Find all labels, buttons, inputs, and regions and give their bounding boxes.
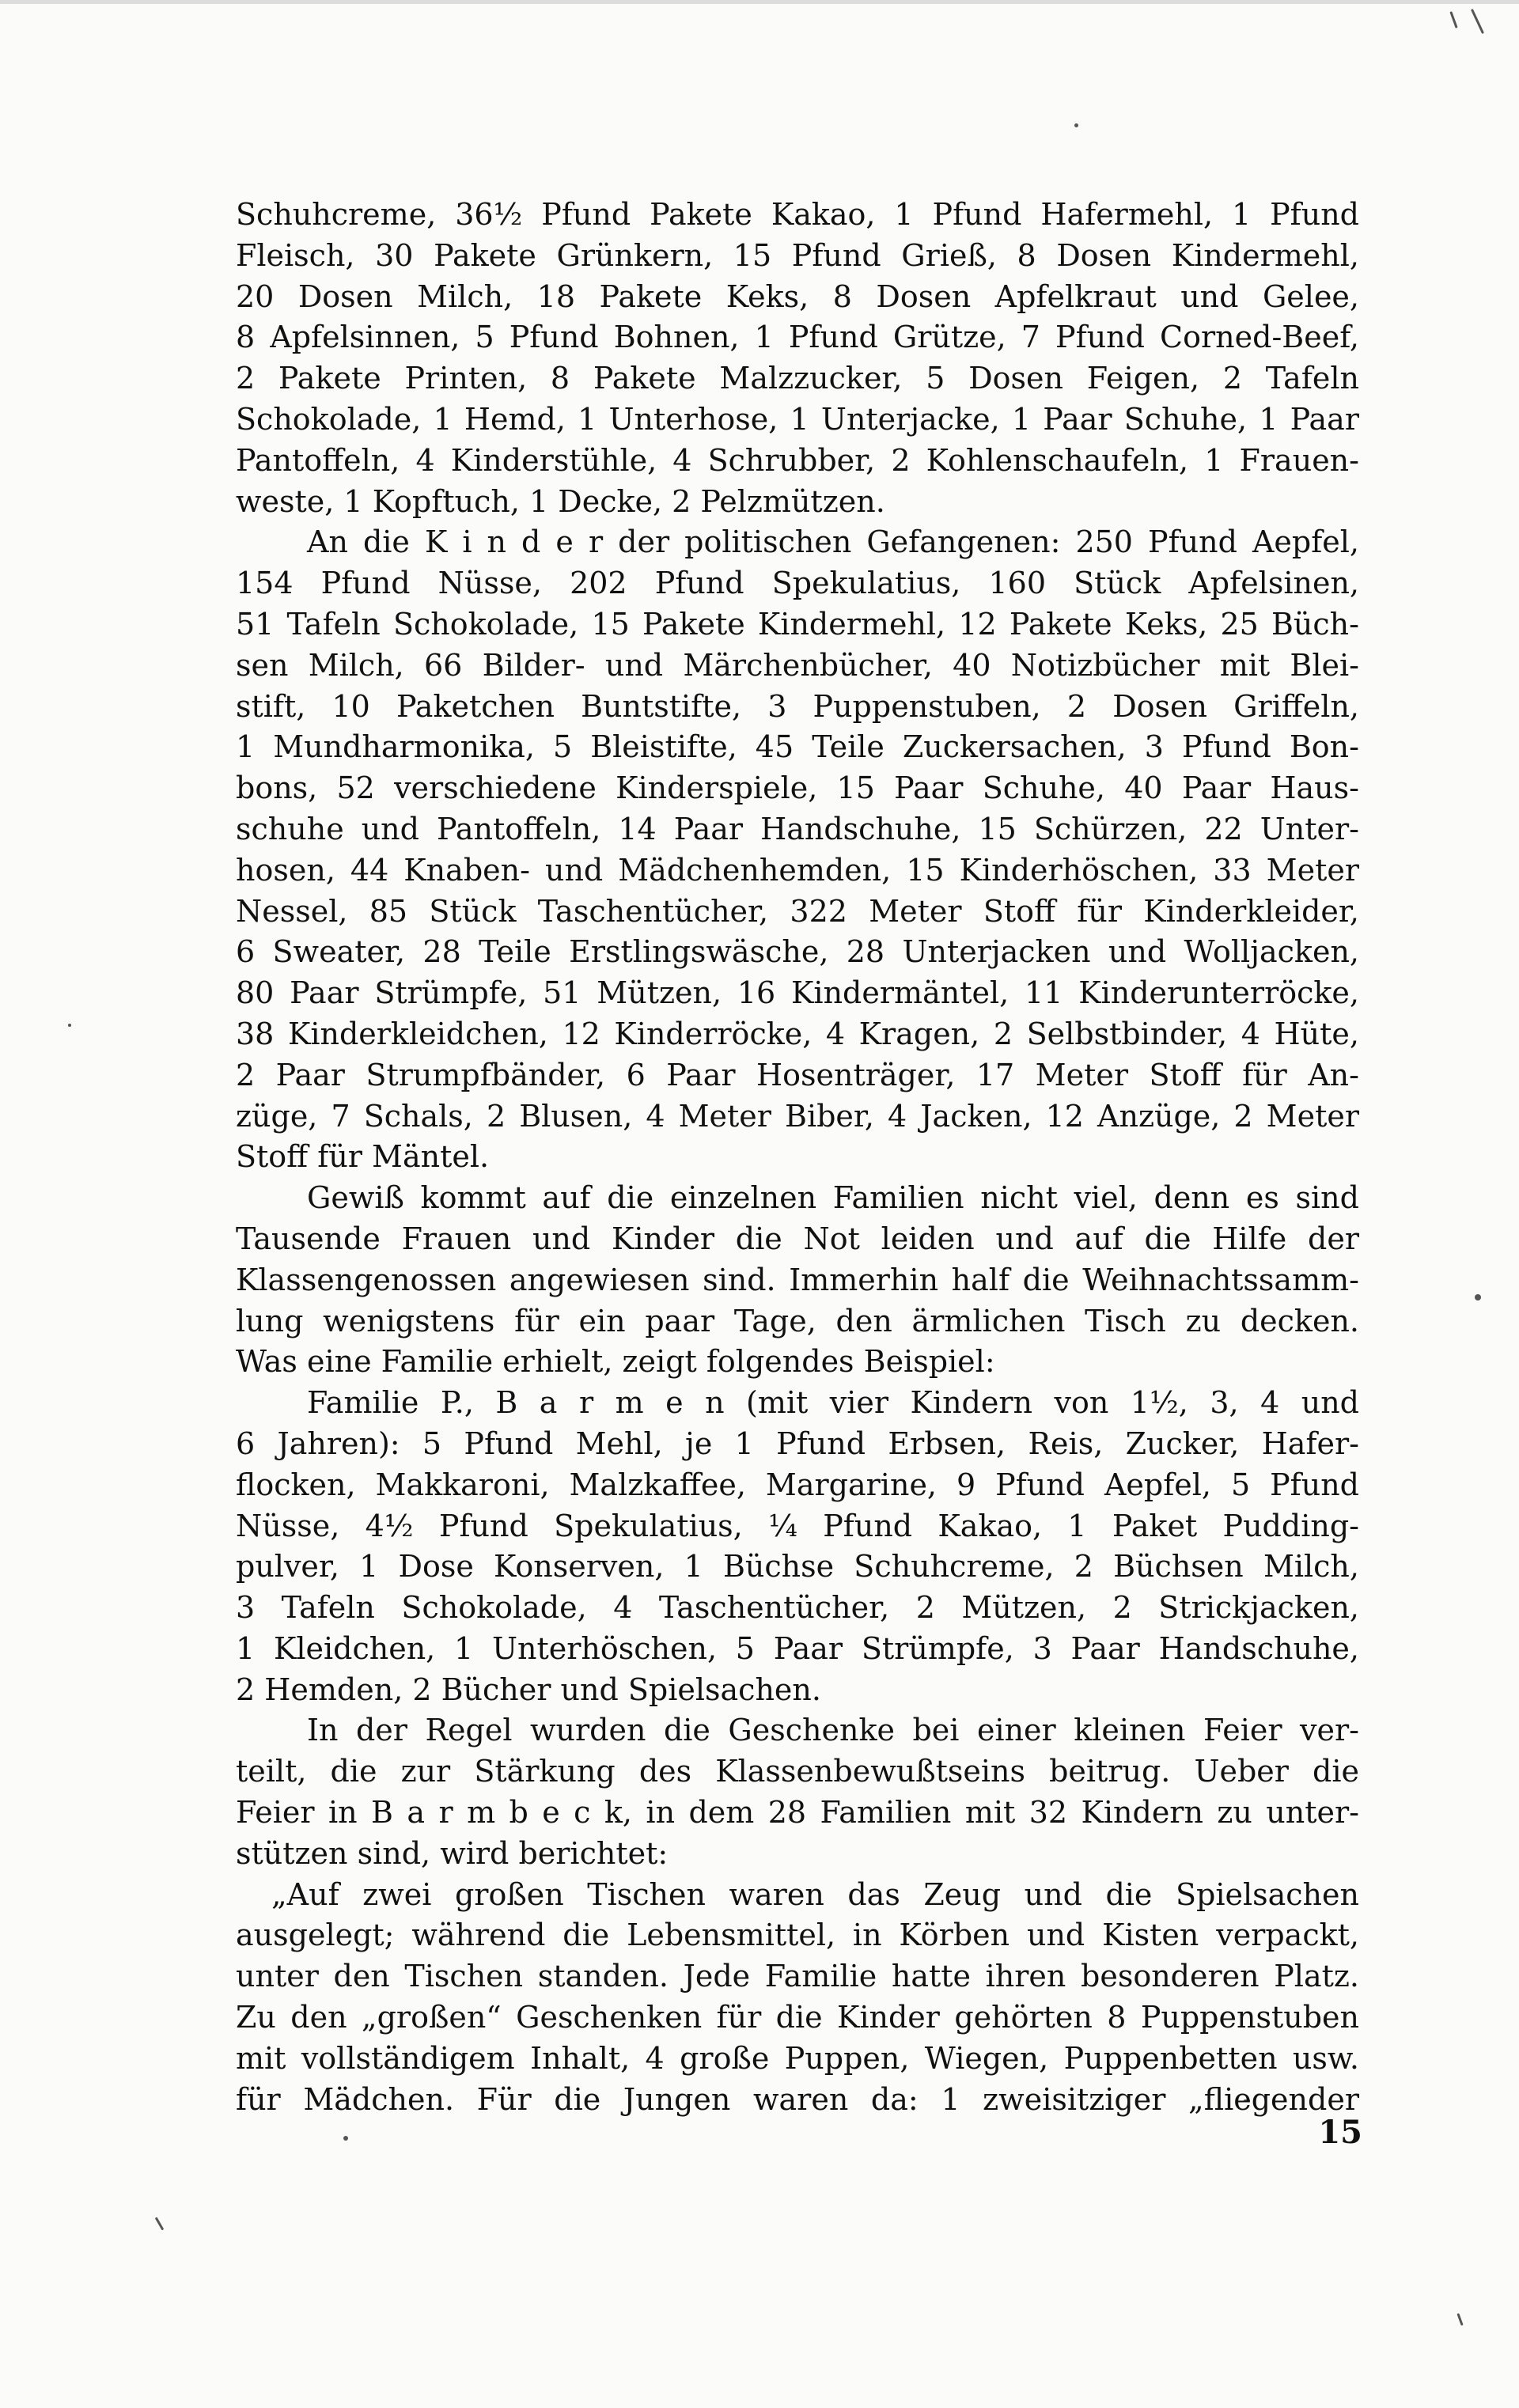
- scan-speck: [68, 1024, 71, 1027]
- text-line: 6 Sweater, 28 Teile Erstlingswäsche, 28 Unterjacken und Wolljacken,: [236, 934, 1359, 970]
- body-text: [236, 195, 1359, 2120]
- text-line: lung wenigstens für ein paar Tage, den ärmlichen Tisch zu decken.: [236, 1303, 1359, 1338]
- text-line: In der Regel wurden die Geschenke bei einer kleinen Feier ver-: [307, 1713, 1359, 1748]
- text-line: unter den Tischen standen. Jede Familie hatte ihren besonderen Platz.: [236, 1959, 1359, 1994]
- text-line: 2 Pakete Printen, 8 Pakete Malzzucker, 5 Dosen Feigen, 2 Tafeln: [236, 361, 1359, 396]
- text-line: Schuhcreme, 36½ Pfund Pakete Kakao, 1 Pfund Hafermehl, 1 Pfund: [236, 197, 1359, 232]
- scan-speck: [1471, 9, 1484, 34]
- text-line: 1 Kleidchen, 1 Unterhöschen, 5 Paar Strümpfe, 3 Paar Handschuhe,: [236, 1630, 1359, 1666]
- scan-speck: [1475, 1294, 1481, 1301]
- scan-speck: [1074, 123, 1078, 127]
- text-line: schuhe und Pantoffeln, 14 Paar Handschuhe, 15 Schürzen, 22 Unter-: [236, 811, 1359, 846]
- text-line: pulver, 1 Dose Konserven, 1 Büchse Schuhcreme, 2 Büchsen Milch,: [236, 1549, 1359, 1585]
- text-line: züge, 7 Schals, 2 Blusen, 4 Meter Biber, 4 Jacken, 12 Anzüge, 2 Meter: [236, 1098, 1359, 1134]
- text-line: hosen, 44 Knaben- und Mädchenhemden, 15 Kinderhöschen, 33 Meter: [236, 852, 1359, 888]
- text-line: 1 Mundharmonika, 5 Bleistifte, 45 Teile Zuckersachen, 3 Pfund Bon-: [236, 729, 1359, 765]
- text-line: Zu den „großen“ Geschenken für die Kinder gehörten 8 Puppenstuben: [236, 2000, 1359, 2035]
- text-line: 2 Hemden, 2 Bücher und Spielsachen.: [236, 1672, 821, 1707]
- text-line: Pantoffeln, 4 Kinderstühle, 4 Schrubber, 2 Kohlenschaufeln, 1 Frauen-: [236, 442, 1359, 478]
- text-line: mit vollständigem Inhalt, 4 große Puppen, Wiegen, Puppenbetten usw.: [236, 2040, 1359, 2076]
- text-line: flocken, Makkaroni, Malzkaffee, Margarine, 9 Pfund Aepfel, 5 Pfund: [236, 1467, 1359, 1502]
- text-line: 20 Dosen Milch, 18 Pakete Keks, 8 Dosen Apfelkraut und Gelee,: [236, 278, 1359, 314]
- text-line: An die K i n d e r der politischen Gefangenen: 250 Pfund Aepfel,: [307, 524, 1359, 560]
- text-line: teilt, die zur Stärkung des Klassenbewußtseins beitrug. Ueber die: [236, 1754, 1359, 1789]
- scan-speck: [1449, 11, 1457, 28]
- text-line: 6 Jahren): 5 Pfund Mehl, je 1 Pfund Erbsen, Reis, Zucker, Hafer-: [236, 1425, 1359, 1461]
- text-line: stift, 10 Paketchen Buntstifte, 3 Puppenstuben, 2 Dosen Griffeln,: [236, 688, 1359, 724]
- scan-speck: [343, 2136, 348, 2141]
- text-line: 38 Kinderkleidchen, 12 Kinderröcke, 4 Kragen, 2 Selbstbinder, 4 Hüte,: [236, 1016, 1359, 1051]
- page-number: 15: [1318, 2114, 1362, 2151]
- text-line: 2 Paar Strumpfbänder, 6 Paar Hosenträger, 17 Meter Stoff für An-: [236, 1057, 1359, 1092]
- text-line: Feier in B a r m b e c k, in dem 28 Familien mit 32 Kindern zu unter-: [236, 1795, 1359, 1831]
- text-line: Nüsse, 4½ Pfund Spekulatius, ¼ Pfund Kakao, 1 Paket Pudding-: [236, 1508, 1359, 1543]
- text-line: Gewiß kommt auf die einzelnen Familien nicht viel, denn es sind: [307, 1180, 1359, 1216]
- text-line: Stoff für Mäntel.: [236, 1139, 490, 1175]
- text-line: 8 Apfelsinnen, 5 Pfund Bohnen, 1 Pfund Grütze, 7 Pfund Corned-Beef,: [236, 320, 1359, 355]
- text-line: Klassengenossen angewiesen sind. Immerhin half die Weihnachtssamm-: [236, 1262, 1359, 1297]
- text-line: „Auf zwei großen Tischen waren das Zeug und die Spielsachen: [271, 1876, 1359, 1912]
- text-line: bons, 52 verschiedene Kinderspiele, 15 Paar Schuhe, 40 Paar Haus-: [236, 770, 1359, 806]
- text-line: weste, 1 Kopftuch, 1 Decke, 2 Pelzmützen.: [236, 483, 885, 519]
- text-line: sen Milch, 66 Bilder- und Märchenbücher, 40 Notizbücher mit Blei-: [236, 647, 1359, 683]
- text-line: Was eine Familie erhielt, zeigt folgendes Beispiel:: [236, 1344, 995, 1380]
- text-line: Familie P., B a r m e n (mit vier Kindern von 1½, 3, 4 und: [307, 1385, 1359, 1421]
- scan-speck: [1456, 2313, 1463, 2326]
- text-line: 80 Paar Strümpfe, 51 Mützen, 16 Kindermäntel, 11 Kinderunterröcke,: [236, 975, 1359, 1011]
- text-line: Nessel, 85 Stück Taschentücher, 322 Meter Stoff für Kinderkleider,: [236, 893, 1359, 929]
- text-line: 51 Tafeln Schokolade, 15 Pakete Kindermehl, 12 Pakete Keks, 25 Büch-: [236, 606, 1359, 642]
- page-edge-shadow: [0, 0, 1519, 4]
- scan-speck: [155, 2217, 165, 2230]
- text-line: Tausende Frauen und Kinder die Not leiden und auf die Hilfe der: [236, 1221, 1359, 1256]
- text-line: 3 Tafeln Schokolade, 4 Taschentücher, 2 Mützen, 2 Strickjacken,: [236, 1590, 1359, 1626]
- text-line: ausgelegt; während die Lebensmittel, in Körben und Kisten verpackt,: [236, 1918, 1359, 1953]
- text-line: 154 Pfund Nüsse, 202 Pfund Spekulatius, 160 Stück Apfelsinen,: [236, 566, 1359, 601]
- text-line: Schokolade, 1 Hemd, 1 Unterhose, 1 Unterjacke, 1 Paar Schuhe, 1 Paar: [236, 401, 1359, 437]
- text-line: stützen sind, wird berichtet:: [236, 1835, 669, 1871]
- text-line: für Mädchen. Für die Jungen waren da: 1 zweisitziger „fliegender: [236, 2081, 1359, 2117]
- text-line: Fleisch, 30 Pakete Grünkern, 15 Pfund Grieß, 8 Dosen Kindermehl,: [236, 237, 1359, 273]
